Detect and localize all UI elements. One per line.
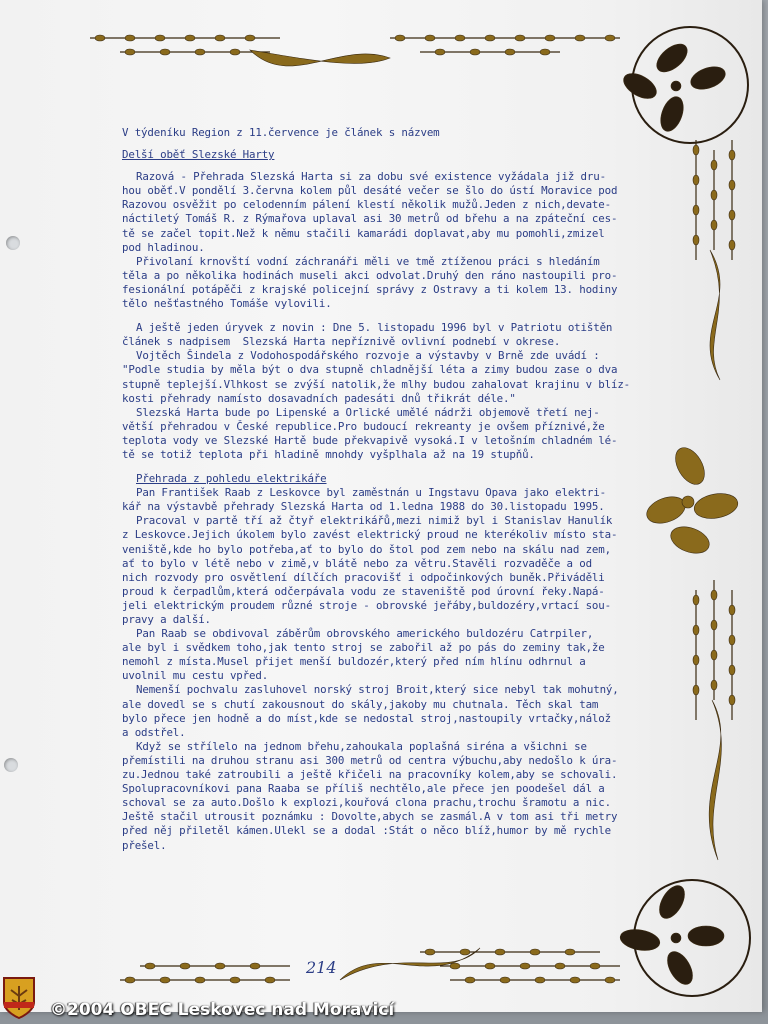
text-line: A ještě jeden úryvek z novin : Dne 5. listopadu 1996 byl v Patriotu otištěn <box>136 321 613 335</box>
text-line: kář na výstavbě přehrady Slezská Harta od 1.ledna 1988 do 30.listopadu 1995. <box>122 500 605 514</box>
text-line: kosti přehrady namísto dosavadních padesáti dnů třikrát déle." <box>122 391 516 405</box>
text-line: větší přehradou v České republice.Pro budoucí rekreanty je ovšem příznivé,že <box>122 419 605 433</box>
paragraph-gap <box>122 462 642 472</box>
text-line: fesionální potápěči z krajské policejní správy z Ostravy a ti kolem 13. hodiny <box>122 282 618 296</box>
top-swoosh <box>250 50 390 66</box>
text-line: Spolupracovníkovi pana Raaba se příliš nechtělo,ale přece jen poodešel dál a <box>122 782 605 796</box>
text-line: stupně teplejší.Vlhkost se zvýší natolik,že mlhy budou zahalovat krajinu v blíz- <box>122 377 631 391</box>
text-line: tělo nešťastného Tomáše vylovili. <box>122 297 332 311</box>
text-line: ale byl i svědkem toho,jak tento stroj se zabořil až po pás do zeminy tak,že <box>122 641 605 655</box>
text-line: Přehrada z pohledu elektrikáře <box>136 472 327 486</box>
text-line: článek s nadpisem Slezská Harta nepříznivě ovlivní podnebí v okrese. <box>122 335 561 349</box>
text-line: tě se totiž teplota při hladině mnohdy vyšplhala až na 19 stupňů. <box>122 447 535 461</box>
text-line: veniště,kde ho bylo potřeba,ať to bylo do štol pod zem nebo na skálu nad zem, <box>122 542 611 556</box>
text-line: z Leskovce.Jejich úkolem bylo zavést elektrický proud ne kterékoliv místo sta- <box>122 528 618 542</box>
top-bead-row <box>90 35 620 55</box>
municipality-crest-icon <box>2 976 36 1020</box>
text-line: jeli elektrickým proudem různé stroje - obrovské jeřáby,buldozéry,vrtací sou- <box>122 598 611 612</box>
footer-bar <box>0 996 768 1024</box>
text-line: před něj přiletěl kámen.Ulekl se a dodal :Stát o něco blíž,humor by mě rychle <box>122 824 611 838</box>
text-line: Přivolaní krnovští vodní záchranáři měli ve tmě ztíženou práci s hledáním <box>136 254 600 268</box>
text-line: V týdeníku Region z 11.července je článek s názvem <box>122 126 440 139</box>
text-line: a odstřel. <box>122 725 186 739</box>
top-right-flower <box>619 39 728 135</box>
text-line: náctiletý Tomáš R. z Rýmařova uplaval asi 30 metrů od břehu a na zpáteční ces- <box>122 212 618 226</box>
copyright-text: ©2004 OBEC Leskovec nad Moravicí <box>50 1000 395 1020</box>
text-line: pod hladinou. <box>122 240 205 254</box>
text-line: Pan František Raab z Leskovce byl zaměstnán u Ingstavu Opava jako elektri- <box>136 486 606 500</box>
text-line: "Podle studia by měla být o dva stupně chladnější léta a zimy budou zase o dva <box>122 363 618 377</box>
text-line: teplota vody ve Slezské Hartě bude překvapivě vysoká.I v letošním chladném lé- <box>122 433 618 447</box>
right-swoosh-upper <box>710 250 720 380</box>
text-line: Když se střílelo na jednom břehu,zahoukala poplašná siréna a všichni se <box>136 739 587 753</box>
right-swoosh-lower <box>709 700 721 860</box>
text-line: bylo přece jen hodně a do míst,kde se nedostal stroj,nastoupily vrtačky,nálož <box>122 711 611 725</box>
text-line: přešel. <box>122 838 167 852</box>
text-line: Delší oběť Slezské Harty <box>122 148 275 162</box>
mid-right-flower <box>643 443 740 558</box>
page-number: 214 <box>306 958 337 977</box>
text-line: nemohl z místa.Musel přijet menší buldozér,který před ním hlínu odhrnul a <box>122 655 586 669</box>
text-line: Ještě stačil utrousit poznámku : Dovolte,abych se zasmál.A v tom asi tři metry <box>122 810 618 824</box>
text-line: ale dovedl se s chutí zakousnout do skály,jakoby mu chutnala. Těch skal tam <box>122 697 599 711</box>
text-line: ať to bylo v létě nebo v zimě,v blátě nebo za větru.Stavěli rozvaděče a od <box>122 556 592 570</box>
text-line: Vojtěch Šindela z Vodohospodářského rozvoje a výstavby v Brně zde uvádí : <box>136 349 600 363</box>
text-line: Razovou osvěžit po celodenním pálení klestí několik mužů.Jeden z nich,devate- <box>122 198 611 212</box>
text-line: tě se začel topit.Než k němu stačili kamarádi doplavat,aby mu pomohli,zmizel <box>122 226 605 240</box>
typewritten-text <box>122 126 642 853</box>
text-line: nich rozvody pro osvětlení dílčích pracovišť i odpočinkových buněk.Přiváděli <box>122 570 605 584</box>
text-line: přemístili na druhou stranu asi 300 metrů od centra výbuchu,aby nedošlo k úra- <box>122 753 618 767</box>
right-bead-column <box>693 140 735 720</box>
paragraph-gap <box>122 162 642 170</box>
text-line: uvolnil mu cestu vpřed. <box>122 669 269 683</box>
text-line: zu.Jednou také zatroubili a ještě křičeli na pracovníky kolem,aby se schovali. <box>122 768 618 782</box>
text-line: Pracoval v partě tří až čtyř elektrikářů,mezi nimiž byl i Stanislav Hanulík <box>136 514 613 528</box>
paragraph-gap <box>122 140 642 148</box>
text-line: Slezská Harta bude po Lipenské a Orlické umělé nádrži objemově třetí nej- <box>136 405 600 419</box>
text-line: proud k čerpadlům,která odčerpávala vodu ze staveniště pod úrovní řeky.Napá- <box>122 584 605 598</box>
text-line: pravy a další. <box>122 613 211 626</box>
text-line: hou oběť.V pondělí 3.června kolem půl desáté večer se šlo do ústí Moravice pod <box>122 184 618 198</box>
text-line: schoval se za auto.Došlo k explozi,kouřová clona prachu,trochu šramotu a nic. <box>122 796 611 810</box>
paragraph-gap <box>122 311 642 321</box>
text-line: těla a po několika hodinách museli akci odvolat.Druhý den ráno nastoupili pro- <box>122 268 618 282</box>
text-line: Nemenší pochvalu zasluhovel norský stroj Broit,který sice nebyl tak mohutný, <box>136 683 619 697</box>
text-line: Razová - Přehrada Slezská Harta si za dobu své existence vyžádala již dru- <box>136 170 606 184</box>
text-line: Pan Raab se obdivoval záběrům obrovského amerického buldozéru Catrpiler, <box>136 627 594 641</box>
